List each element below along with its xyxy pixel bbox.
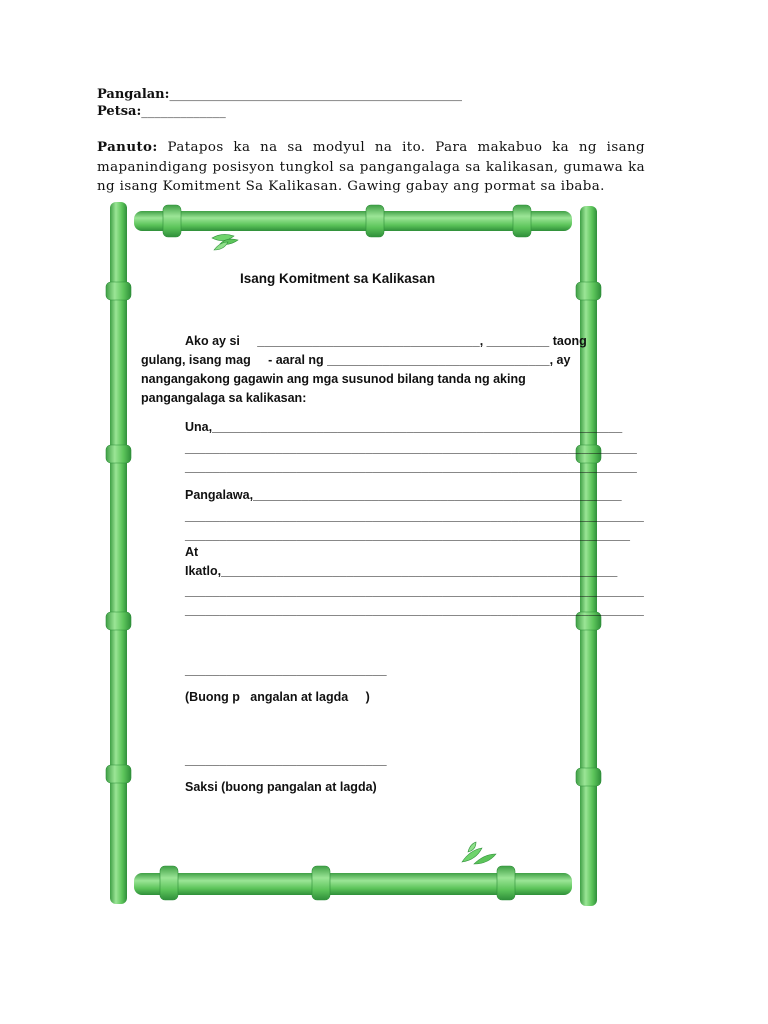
- pangalawa-line-1[interactable]: __________________________________________________________________: [185, 509, 644, 523]
- bottom-bamboo-bar: [134, 866, 572, 900]
- pangalawa-field[interactable]: Pangalawa,_____________________________________________________: [185, 488, 622, 502]
- name-label: Pangalan:: [97, 87, 170, 102]
- intro-line-3: nangangakong gagawin ang mga susunod bilang tanda ng aking: [141, 372, 526, 386]
- una-line-1[interactable]: _________________________________________________________________: [185, 441, 637, 455]
- signature-line[interactable]: _____________________________: [185, 663, 387, 677]
- pangalawa-line-2[interactable]: ________________________________________________________________: [185, 528, 630, 542]
- at-label: At: [185, 545, 199, 559]
- bottom-leaf-icon: [462, 842, 496, 864]
- intro-line-2[interactable]: gulang, isang mag - aaral ng ________________________________, ay: [141, 353, 571, 367]
- witness-signature-line[interactable]: _____________________________: [185, 753, 387, 767]
- intro-line-1[interactable]: Ako ay si ________________________________, _________ taong: [185, 334, 587, 348]
- ikatlo-line-1[interactable]: __________________________________________________________________: [185, 584, 644, 598]
- signature-label: (Buong p angalan at lagda ): [185, 690, 370, 704]
- ikatlo-field[interactable]: Ikatlo,_________________________________________________________: [185, 564, 618, 578]
- date-line[interactable]: _____________: [141, 104, 226, 119]
- una-line-2[interactable]: _________________________________________________________________: [185, 460, 637, 474]
- name-line[interactable]: _____________________________________________: [169, 87, 462, 102]
- witness-label: Saksi (buong pangalan at lagda): [185, 780, 377, 794]
- right-bamboo-pole: [576, 206, 601, 906]
- form-title: Isang Komitment sa Kalikasan: [240, 271, 436, 286]
- top-bamboo-bar: [134, 205, 572, 237]
- instructions-text: Patapos ka na sa modyul na ito. Para makabuo ka ng isang mapanindigang posisyon tungkol sa pangangalaga sa kalikasan, gumawa ka ng isang Komitment Sa Kalikasan. Gawing gabay ang pormat sa ibaba.: [97, 140, 645, 194]
- intro-line-4: pangangalaga sa kalikasan:: [141, 391, 307, 405]
- ikatlo-line-2[interactable]: __________________________________________________________________: [185, 603, 644, 617]
- left-bamboo-pole: [106, 202, 131, 904]
- top-leaf-icon: [212, 234, 238, 250]
- instructions-label: Panuto:: [97, 139, 158, 155]
- date-label: Petsa:: [97, 104, 142, 119]
- una-field[interactable]: Una,___________________________________________________________: [185, 420, 623, 434]
